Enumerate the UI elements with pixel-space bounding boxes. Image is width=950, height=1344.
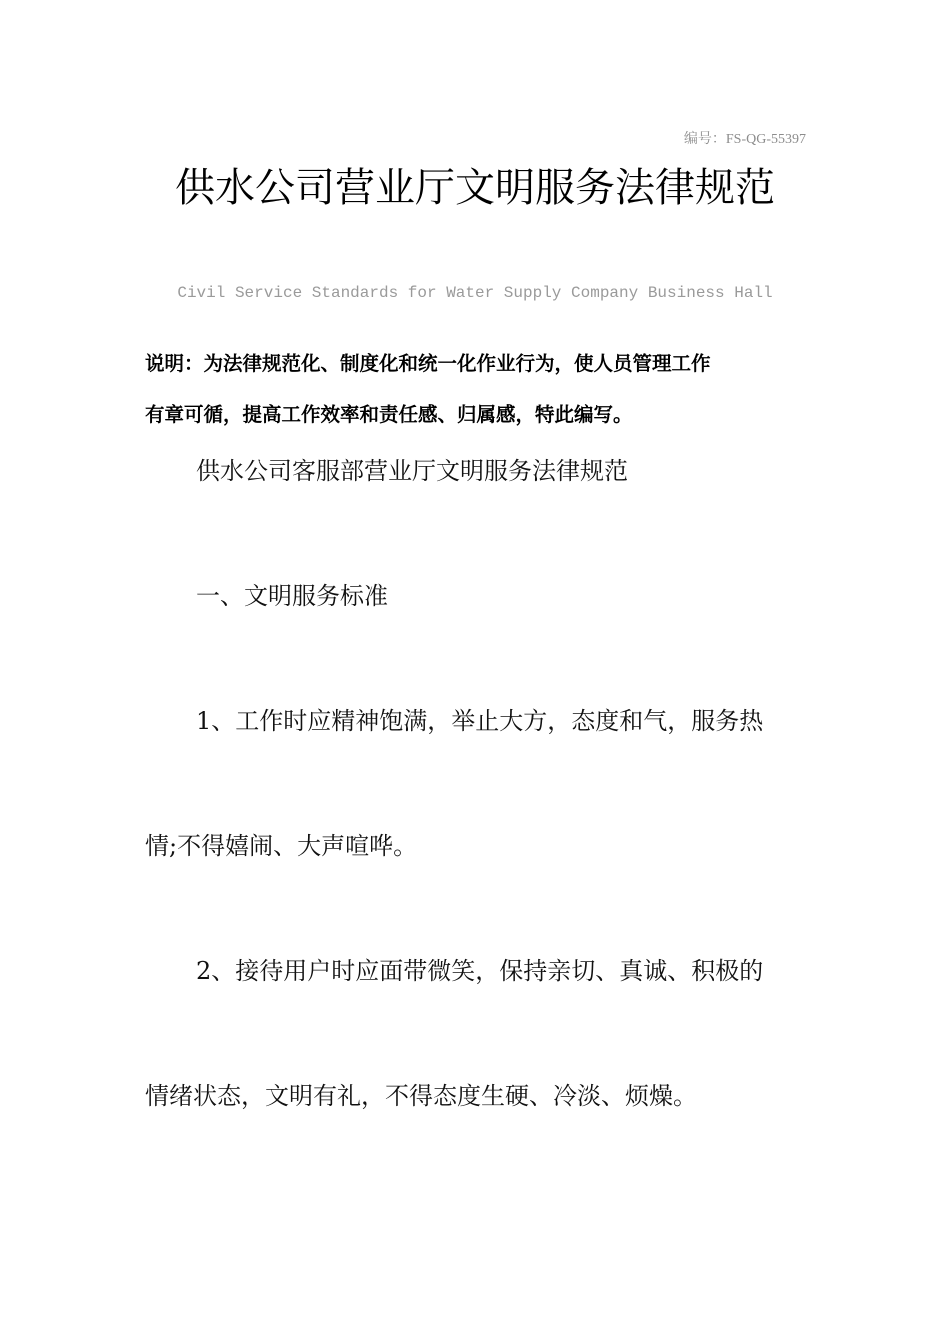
note-line-2: 有章可循，提高工作效率和责任感、归属感，特此编写。 [145, 403, 633, 426]
item-1-line-1: 1、工作时应精神饱满，举止大方，态度和气，服务热 [196, 707, 764, 735]
document-title: 供水公司营业厅文明服务法律规范 [175, 165, 775, 211]
document-subtitle: Civil Service Standards for Water Supply Company Business Hall [177, 284, 773, 302]
note-line-1: 说明：为法律规范化、制度化和统一化作业行为，使人员管理工作 [145, 352, 711, 375]
body-heading: 供水公司客服部营业厅文明服务法律规范 [196, 457, 628, 485]
document-note [145, 338, 807, 440]
item-2-line-2: 情绪状态，文明有礼，不得态度生硬、冷淡、烦燥。 [145, 1082, 697, 1110]
item-1-line-2: 情;不得嬉闹、大声喧哗。 [145, 832, 418, 860]
item-2-line-1: 2、接待用户时应面带微笑，保持亲切、真诚、积极的 [196, 957, 764, 985]
section-title: 一、文明服务标准 [196, 582, 388, 610]
document-number: 编号：FS-QG-55397 [683, 132, 806, 147]
